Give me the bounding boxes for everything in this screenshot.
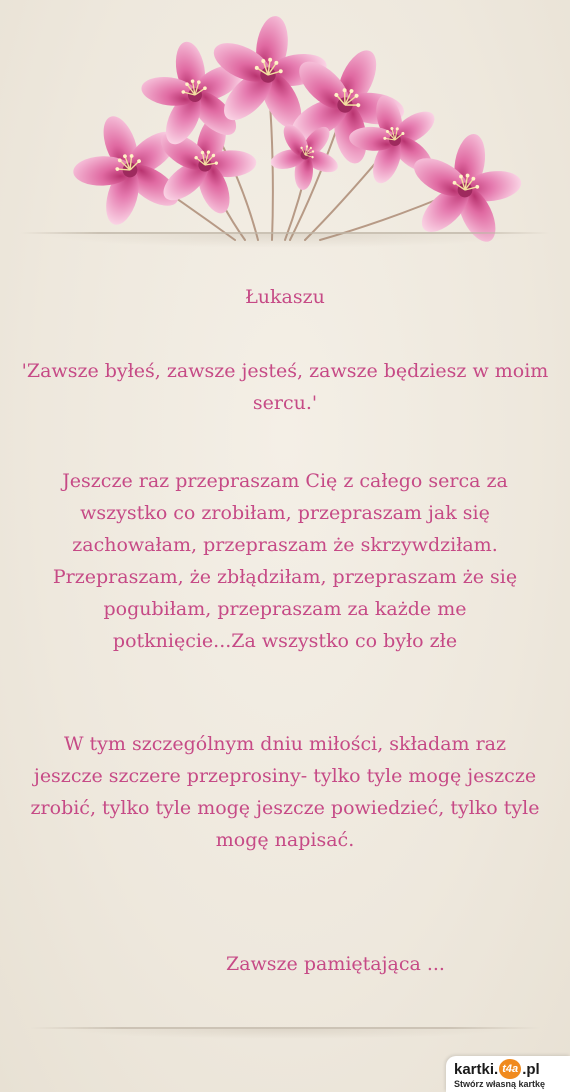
paragraph-line: zrobić, tylko tyle mogę jeszcze powiedzieć, tylko tyle	[30, 797, 540, 819]
paragraph-line: pogubiłam, przepraszam za każde me	[103, 598, 467, 620]
apology-paragraph	[20, 465, 550, 657]
paragraph-line: W tym szczególnym dniu miłości, składam raz	[63, 733, 507, 755]
logo-badge-icon: t4a	[499, 1059, 521, 1079]
paragraph-line: Jeszcze raz przepraszam Cię z całego serca za	[62, 470, 508, 492]
greeting-text: Łukaszu	[245, 286, 325, 308]
bottom-shadow	[60, 1029, 510, 1039]
paragraph-line: zachowałam, przepraszam że skrzywdziłam.	[72, 534, 498, 556]
paragraph-line: potknięcie...Za wszystko co było złe	[112, 630, 458, 652]
paragraph-line: jeszcze szczere przeprosiny- tylko tyle mogę jeszcze	[33, 765, 537, 787]
quote-line: sercu.'	[252, 392, 318, 414]
logo-tagline: Stwórz własną kartkę	[454, 1079, 546, 1089]
logo-dot: .	[522, 1060, 527, 1078]
valentine-paragraph	[20, 728, 550, 856]
logo-suffix-text: pl	[526, 1060, 540, 1078]
pocket-shadow	[40, 234, 530, 248]
quote-text	[20, 355, 550, 419]
kartki-logo-link[interactable]	[446, 1056, 570, 1092]
quote-line: 'Zawsze byłeś, zawsze jesteś, zawsze będziesz w moim	[21, 360, 549, 382]
logo-wordmark	[454, 1059, 540, 1079]
paragraph-line: Przepraszam, że zbłądziłam, przepraszam że się	[52, 566, 518, 588]
logo-brand-text: kartki.	[454, 1060, 499, 1078]
signature-text: Zawsze pamiętająca ...	[226, 953, 445, 975]
paragraph-line: wszystko co zrobiłam, przepraszam jak się	[80, 502, 490, 524]
paragraph-line: mogę napisać.	[215, 829, 355, 851]
